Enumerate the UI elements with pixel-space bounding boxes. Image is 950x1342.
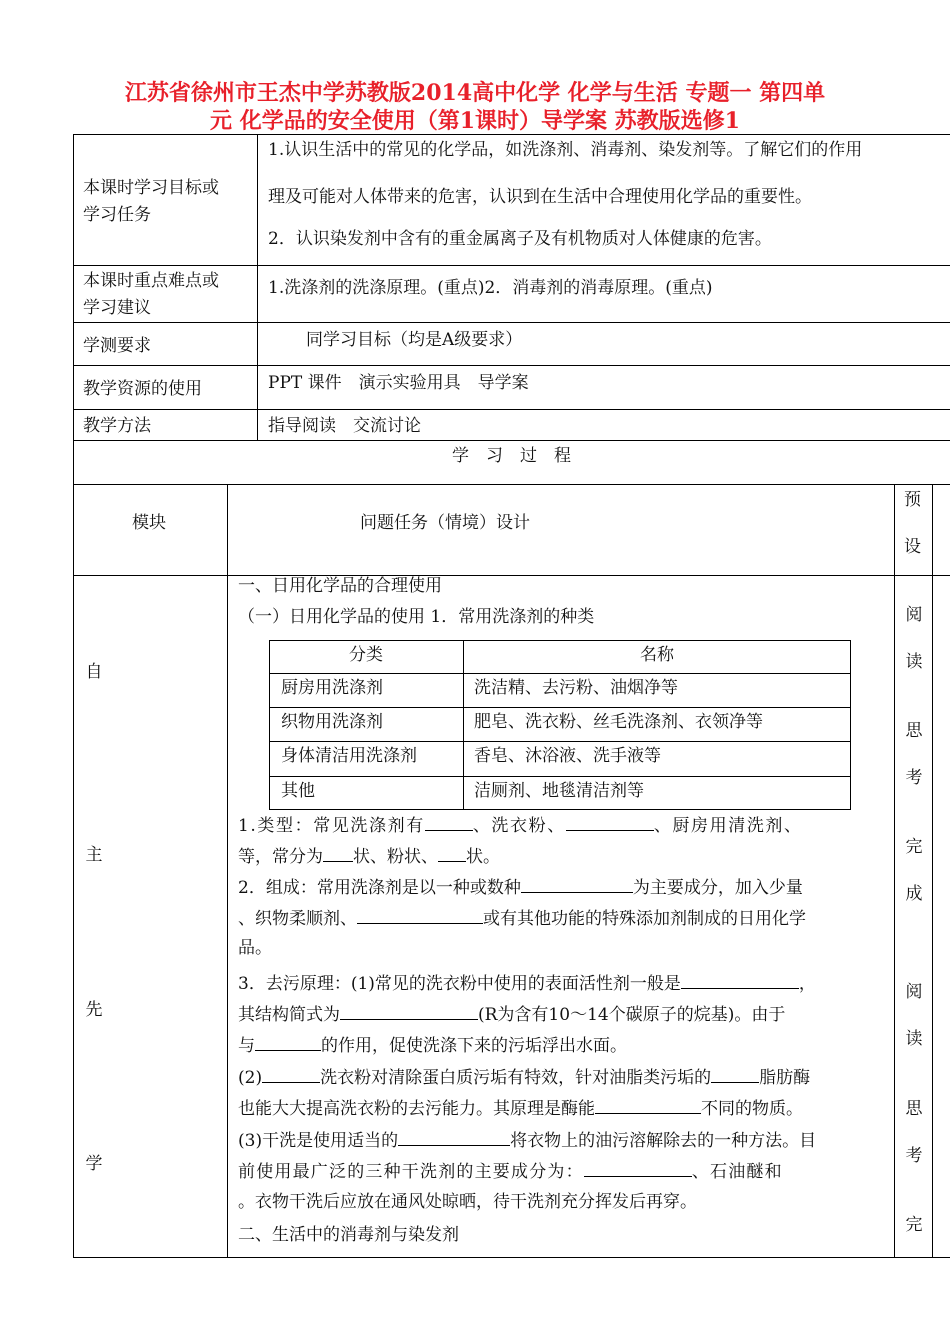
section-heading-1: 一、日用化学品的合理使用 bbox=[238, 576, 442, 596]
q1-text: 等，常分为 bbox=[238, 847, 323, 867]
inner-row-divider bbox=[269, 673, 851, 674]
answer-blank[interactable] bbox=[323, 845, 353, 862]
answer-blank[interactable] bbox=[595, 1097, 701, 1114]
question-5-line-3: 。衣物干洗后应放在通风处晾晒，待干洗剂充分挥发后再穿。 bbox=[238, 1192, 697, 1212]
q3-text: 3．去污原理：(1)常见的洗衣粉中使用的表面活性剂一般是 bbox=[238, 974, 681, 994]
side-char: 阅 bbox=[905, 605, 923, 625]
q4-text: 不同的物质。 bbox=[701, 1099, 803, 1119]
methods-label: 教学方法 bbox=[83, 416, 151, 436]
row-divider bbox=[73, 575, 950, 576]
preset-header-1: 预 bbox=[904, 490, 921, 510]
objectives-text-2: 理及可能对人体带来的危害，认识到在生活中合理使用化学品的重要性。 bbox=[268, 187, 812, 207]
question-2-line-2 bbox=[238, 907, 806, 929]
q4-text: 脂肪酶 bbox=[759, 1068, 811, 1088]
answer-blank[interactable] bbox=[425, 814, 473, 831]
question-2-line-1 bbox=[238, 876, 803, 898]
table-header-category: 分类 bbox=[349, 645, 383, 665]
col-divider bbox=[932, 484, 933, 1258]
answer-blank[interactable] bbox=[438, 845, 466, 862]
resources-label: 教学资源的使用 bbox=[83, 379, 202, 399]
side-char: 思 bbox=[905, 721, 923, 741]
table-cell: 织物用洗涤剂 bbox=[281, 712, 383, 732]
question-1-line-1 bbox=[238, 814, 803, 836]
table-cell: 香皂、沐浴液、洗手液等 bbox=[474, 746, 661, 766]
table-cell: 身体清洁用洗涤剂 bbox=[281, 746, 417, 766]
module-header: 模块 bbox=[132, 513, 166, 533]
answer-blank[interactable] bbox=[521, 876, 633, 893]
side-char: 读 bbox=[905, 1029, 923, 1049]
section-heading-2: 二、生活中的消毒剂与染发剂 bbox=[238, 1225, 459, 1245]
side-char: 阅 bbox=[905, 982, 923, 1002]
answer-blank[interactable] bbox=[711, 1066, 759, 1083]
q3-text: 的作用，促使洗涤下来的污垢浮出水面。 bbox=[321, 1036, 627, 1056]
q4-text: 也能大大提高洗衣粉的去污能力。其原理是酶能 bbox=[238, 1099, 595, 1119]
question-4-line-2 bbox=[238, 1097, 803, 1119]
question-3-line-2 bbox=[238, 1003, 785, 1025]
methods-text: 指导阅读 交流讨论 bbox=[268, 416, 421, 436]
inner-row-divider bbox=[269, 741, 851, 742]
q1-text: 1.类型：常见洗涤剂有 bbox=[238, 816, 425, 836]
resources-text: PPT 课件 演示实验用具 导学案 bbox=[268, 373, 529, 393]
assessment-label: 学测要求 bbox=[83, 336, 151, 356]
side-char: 成 bbox=[905, 884, 923, 904]
question-5-line-1 bbox=[238, 1129, 816, 1151]
keypoints-label: 本课时重点难点或 bbox=[83, 271, 219, 291]
q3-text: 与 bbox=[238, 1036, 255, 1056]
side-char: 思 bbox=[905, 1099, 923, 1119]
q3-text: 其结构简式为 bbox=[238, 1005, 340, 1025]
q1-text: 、洗衣粉、 bbox=[472, 816, 566, 836]
q2-text: 、织物柔顺剂、 bbox=[238, 909, 357, 929]
answer-blank[interactable] bbox=[262, 1066, 320, 1083]
keypoints-label-2: 学习建议 bbox=[83, 298, 151, 318]
subsection-heading-1: （一）日用化学品的使用 1．常用洗涤剂的种类 bbox=[238, 607, 595, 627]
side-char: 完 bbox=[905, 1215, 923, 1235]
table-cell: 肥皂、洗衣粉、丝毛洗涤剂、衣领净等 bbox=[474, 712, 763, 732]
q5-text: 前使用最广泛的三种干洗剂的主要成分为： bbox=[238, 1162, 584, 1182]
question-4-line-1 bbox=[238, 1066, 810, 1088]
module-char: 自 bbox=[85, 662, 103, 682]
answer-blank[interactable] bbox=[584, 1160, 692, 1177]
row-divider bbox=[73, 440, 950, 441]
row-divider bbox=[73, 409, 950, 410]
q3-text: (R为含有10～14个碳原子的烷基)。由于 bbox=[478, 1005, 786, 1025]
q2-text: 2．组成：常用洗涤剂是以一种或数种 bbox=[238, 878, 521, 898]
module-char: 学 bbox=[85, 1154, 103, 1174]
answer-blank[interactable] bbox=[357, 907, 483, 924]
preset-header-2: 设 bbox=[904, 537, 921, 557]
q2-text: 或有其他功能的特殊添加剂制成的日用化学 bbox=[483, 909, 806, 929]
inner-row-divider bbox=[269, 776, 851, 777]
col-divider bbox=[257, 134, 258, 440]
inner-row-divider bbox=[269, 707, 851, 708]
side-char: 考 bbox=[905, 1146, 923, 1166]
table-header-name: 名称 bbox=[640, 645, 674, 665]
side-char: 完 bbox=[905, 837, 923, 857]
q1-text: 状、粉状、 bbox=[353, 847, 438, 867]
keypoints-text: 1.洗涤剂的洗涤原理。(重点)2．消毒剂的消毒原理。(重点) bbox=[268, 278, 713, 298]
q1-text: 状。 bbox=[466, 847, 500, 867]
q3-text: ， bbox=[798, 974, 816, 994]
objectives-text-3: 2．认识染发剂中含有的重金属离子及有机物质对人体健康的危害。 bbox=[268, 229, 772, 249]
q5-text: (3)干洗是使用适当的 bbox=[238, 1131, 399, 1151]
question-3-line-1 bbox=[238, 972, 816, 994]
question-2-line-3: 品。 bbox=[238, 938, 272, 958]
module-char: 主 bbox=[85, 845, 103, 865]
col-divider bbox=[227, 484, 228, 1258]
col-divider bbox=[894, 484, 895, 1258]
table-cell: 厨房用洗涤剂 bbox=[281, 678, 383, 698]
document-title-line2: 元 化学品的安全使用（第1课时）导学案 苏教版选修1 bbox=[210, 108, 740, 134]
module-char: 先 bbox=[85, 1000, 103, 1020]
side-char: 读 bbox=[905, 652, 923, 672]
q5-text: 、石油醚和 bbox=[691, 1162, 783, 1182]
table-cell: 洁厕剂、地毯清洁剂等 bbox=[474, 781, 644, 801]
inner-col-divider bbox=[463, 640, 464, 810]
answer-blank[interactable] bbox=[566, 814, 654, 831]
q1-text: 、厨房用清洗剂、 bbox=[653, 816, 803, 836]
table-cell: 洗洁精、去污粉、油烟净等 bbox=[474, 678, 678, 698]
process-heading: 学 习 过 程 bbox=[452, 446, 571, 466]
question-3-line-3 bbox=[238, 1034, 627, 1056]
row-divider bbox=[73, 265, 950, 266]
q4-text: (2) bbox=[238, 1068, 263, 1088]
q4-text: 洗衣粉对清除蛋白质污垢有特效，针对油脂类污垢的 bbox=[320, 1068, 712, 1088]
document-title-line1: 江苏省徐州市王杰中学苏教版2014高中化学 化学与生活 专题一 第四单 bbox=[124, 80, 826, 106]
assessment-text: 同学习目标（均是A级要求） bbox=[306, 330, 523, 350]
row-divider bbox=[73, 484, 950, 485]
question-5-line-2 bbox=[238, 1160, 783, 1182]
answer-blank[interactable] bbox=[340, 1003, 478, 1020]
side-char: 考 bbox=[905, 768, 923, 788]
table-cell: 其他 bbox=[281, 781, 315, 801]
answer-blank[interactable] bbox=[398, 1129, 510, 1146]
objectives-text-1: 1.认识生活中的常见的化学品，如洗涤剂、消毒剂、染发剂等。了解它们的作用 bbox=[268, 140, 863, 160]
objectives-label: 本课时学习目标或 bbox=[83, 178, 219, 198]
q2-text: 为主要成分，加入少量 bbox=[632, 878, 803, 898]
question-1-line-2 bbox=[238, 845, 500, 867]
q5-text: 将衣物上的油污溶解除去的一种方法。目 bbox=[510, 1131, 817, 1151]
objectives-label-2: 学习任务 bbox=[83, 205, 151, 225]
answer-blank[interactable] bbox=[681, 972, 799, 989]
row-divider bbox=[73, 322, 950, 323]
task-header: 问题任务（情境）设计 bbox=[360, 513, 530, 533]
answer-blank[interactable] bbox=[255, 1034, 321, 1051]
row-divider bbox=[73, 365, 950, 366]
